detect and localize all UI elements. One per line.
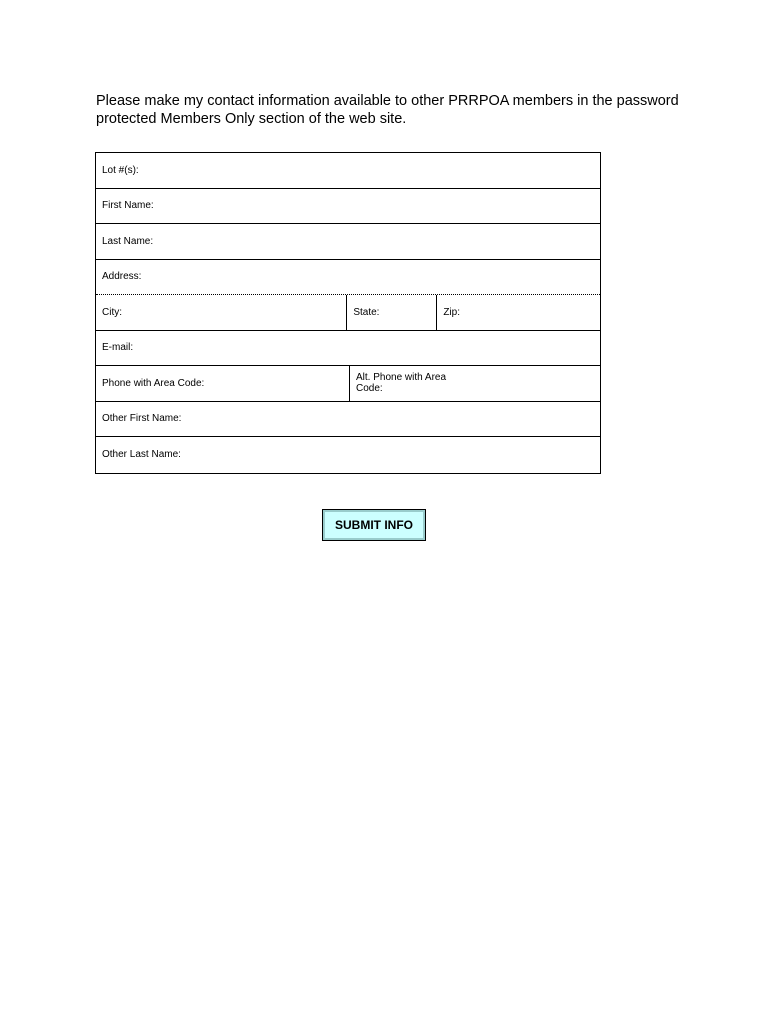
other-last-name-cell [96, 437, 600, 473]
other-first-name-label: Other First Name: [102, 413, 182, 425]
lot-cell [96, 153, 600, 188]
lot-row [96, 153, 600, 189]
address-label: Address: [102, 271, 142, 283]
contact-form [95, 152, 601, 474]
last-name-label: Last Name: [102, 235, 154, 247]
first-name-input[interactable] [154, 189, 600, 224]
submit-area [322, 509, 426, 541]
lot-label: Lot #(s): [102, 164, 139, 176]
first-name-label: First Name: [102, 200, 154, 212]
email-label: E-mail: [102, 342, 134, 354]
address-row [96, 260, 600, 296]
other-first-name-input[interactable] [181, 402, 600, 437]
alt-phone-label: Alt. Phone with Area Code: [356, 372, 447, 395]
other-last-name-label: Other Last Name: [102, 449, 181, 461]
address-cell [96, 260, 600, 295]
other-last-name-row [96, 437, 600, 473]
city-label: City: [102, 306, 122, 318]
phone-input[interactable] [204, 366, 349, 401]
other-first-name-cell [96, 402, 600, 437]
phone-row [96, 366, 600, 402]
city-cell [96, 295, 346, 330]
zip-cell [436, 295, 600, 330]
other-last-name-input[interactable] [181, 437, 600, 473]
city-input[interactable] [122, 295, 346, 330]
email-row [96, 331, 600, 367]
phone-label: Phone with Area Code: [102, 377, 205, 389]
last-name-cell [96, 224, 600, 259]
first-name-row [96, 189, 600, 225]
alt-phone-input[interactable] [460, 366, 600, 401]
state-label: State: [353, 306, 380, 318]
email-cell [96, 331, 600, 366]
submit-info-button[interactable]: SUBMIT INFO [322, 509, 426, 541]
city-state-zip-row [96, 295, 600, 331]
lot-input[interactable] [139, 153, 600, 188]
first-name-cell [96, 189, 600, 224]
zip-label: Zip: [443, 306, 460, 318]
state-cell [346, 295, 436, 330]
alt-phone-cell [349, 366, 600, 401]
other-first-name-row [96, 402, 600, 438]
last-name-input[interactable] [153, 224, 600, 259]
intro-text: Please make my contact information available to other PRRPOA members in the password protected Members Only section of the web site. [96, 93, 679, 127]
email-input[interactable] [133, 331, 600, 366]
last-name-row [96, 224, 600, 260]
phone-cell [96, 366, 349, 401]
address-input[interactable] [141, 260, 600, 295]
zip-input[interactable] [460, 295, 600, 330]
